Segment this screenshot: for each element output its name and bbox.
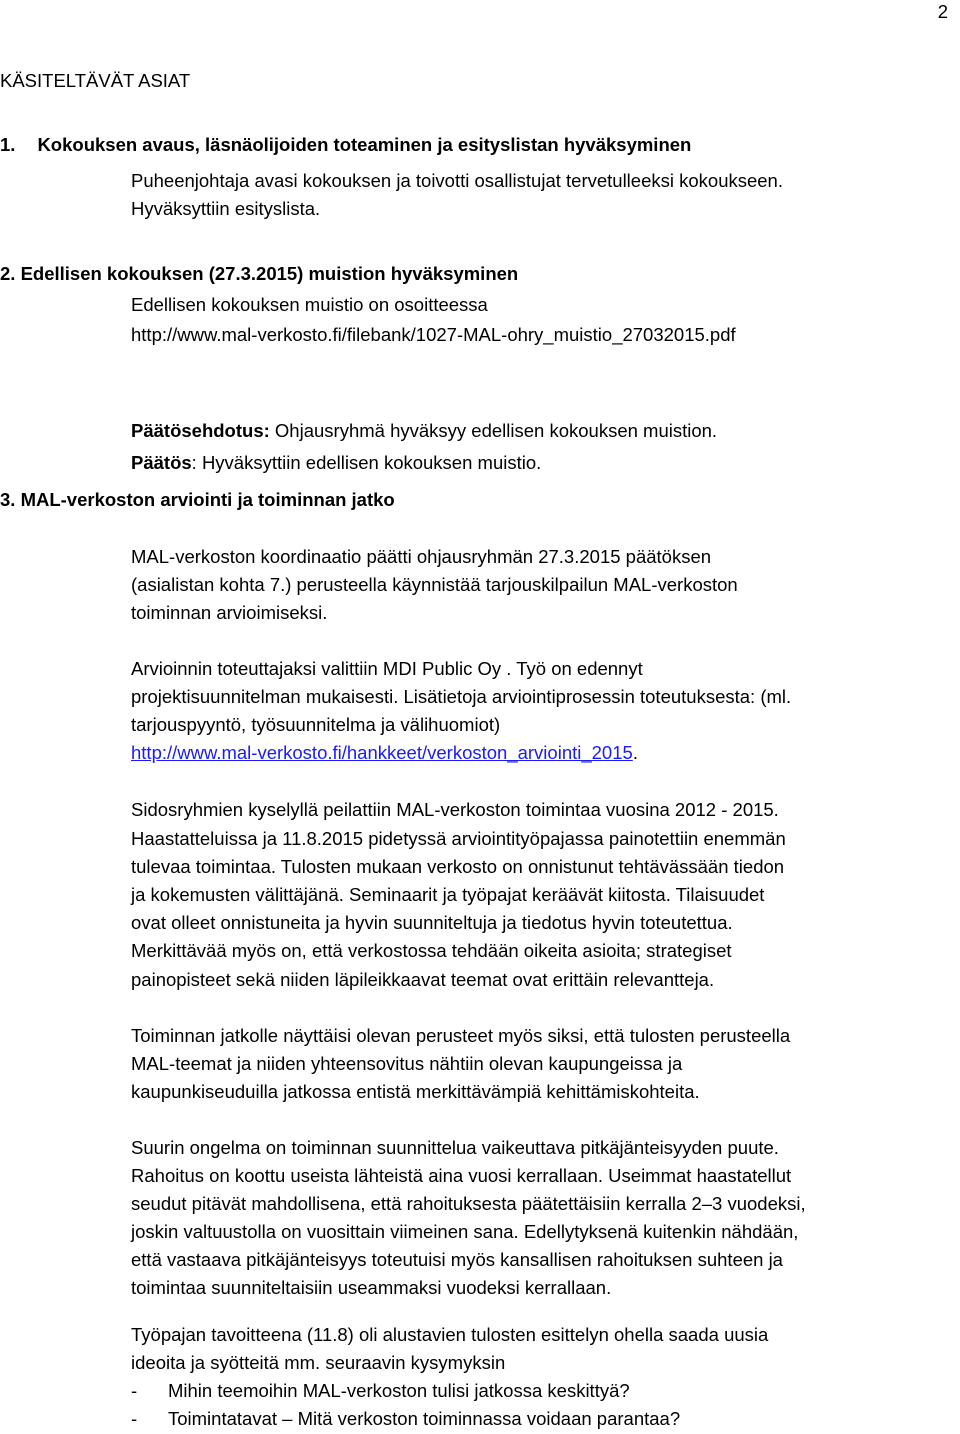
item3-p4-line-3: kaupunkiseuduilla jatkossa entistä merkittävämpiä kehittämiskohteita. (131, 1081, 700, 1102)
item3-p6-line-2: ideoita ja syötteitä mm. seuraavin kysymyksin (131, 1352, 506, 1373)
item3-heading: 3. MAL-verkoston arviointi ja toiminnan jatko (0, 489, 395, 510)
item3-p3-line-2: Haastatteluissa ja 11.8.2015 pidetyssä arviointityöpajassa painotettiin enemmän (131, 828, 786, 849)
item3-p5-line-4: joskin valtuustolla on vuosittain viimeinen sana. Edellytyksenä kuitenkin nähdään, (131, 1221, 799, 1242)
decision-label: Päätös (131, 452, 192, 473)
item2-decision (131, 451, 541, 475)
page-number: 2 (937, 1, 948, 22)
item3-p5-line-6: toimintaa suunniteltaisiin useammaksi vuodeksi kerrallaan. (131, 1277, 612, 1298)
item2-heading: 2. Edellisen kokouksen (27.3.2015) muistion hyväksyminen (0, 263, 519, 284)
item3-p1-line-2: (asialistan kohta 7.) perusteella käynnistää tarjouskilpailun MAL-verkoston (131, 574, 738, 595)
item3-p4-line-1: Toiminnan jatkolle näyttäisi olevan perusteet myös siksi, että tulosten perusteella (131, 1025, 791, 1046)
item3-p6-line-1: Työpajan tavoitteena (11.8) oli alustavien tulosten esittelyn ohella saada uusia (131, 1324, 769, 1345)
item3-p3-line-4: ja kokemusten välittäjänä. Seminaarit ja työpajat keräävät kiitosta. Tilaisuudet (131, 884, 765, 905)
proposal-label: Päätösehdotus: (131, 420, 270, 441)
item3-p2-line-3: tarjouspyyntö, työsuunnitelma ja välihuomiot) (131, 714, 501, 735)
item3-p3-line-1: Sidosryhmien kyselyllä peilattiin MAL-verkoston toimintaa vuosina 2012 - 2015. (131, 799, 779, 820)
item3-p3-line-6: Merkittävää myös on, että verkostossa tehdään oikeita asioita; strategiset (131, 940, 732, 961)
item2-proposal (131, 419, 717, 443)
bullet-marker: - (131, 1380, 138, 1401)
item3-p2-line-1: Arvioinnin toteuttajaksi valittiin MDI Public Oy . Työ on edennyt (131, 658, 643, 679)
item2-muistio-link[interactable]: http://www.mal-verkosto.fi/filebank/1027-MAL-ohry_muistio_27032015.pdf (131, 324, 736, 345)
item3-p4-line-2: MAL-teemat ja niiden yhteensovitus nähtiin olevan kaupungeissa ja (131, 1053, 683, 1074)
item1-title: Kokouksen avaus, läsnäolijoiden toteaminen ja esityslistan hyväksyminen (37, 134, 692, 155)
proposal-text: Ohjausryhmä hyväksyy edellisen kokouksen muistion. (269, 420, 718, 441)
bullet-text: Mihin teemoihin MAL-verkoston tulisi jatkossa keskittyä? (168, 1380, 630, 1401)
item1-heading (0, 133, 691, 157)
section-heading: KÄSITELTÄVÄT ASIAT (0, 70, 191, 91)
arviointi-link-suffix: . (632, 742, 638, 763)
item3-p2-link-line (131, 741, 638, 765)
list-item (0, 1407, 960, 1431)
item3-p1-line-1: MAL-verkoston koordinaatio päätti ohjausryhmän 27.3.2015 päätöksen (131, 546, 712, 567)
item3-p3-line-7: painopisteet sekä niiden läpileikkaavat teemat ovat erittäin relevantteja. (131, 969, 715, 990)
item3-p3-line-5: ovat olleet onnistuneita ja hyvin suunniteltuja ja tiedotus hyvin toteutettua. (131, 912, 733, 933)
item3-p5-line-3: seudut pitävät mahdollisena, että rahoituksesta päätettäisiin kerralla 2–3 vuodeksi, (131, 1193, 806, 1214)
bullet-text: Toimintatavat – Mitä verkoston toiminnassa voidaan parantaa? (168, 1408, 681, 1429)
arviointi-link[interactable]: http://www.mal-verkosto.fi/hankkeet/verkoston_arviointi_2015 (131, 742, 633, 763)
item2-line-1: Edellisen kokouksen muistio on osoitteessa (131, 294, 488, 315)
list-item (0, 1379, 960, 1403)
item1-number: 1. (0, 134, 16, 155)
item1-line-1: Puheenjohtaja avasi kokouksen ja toivotti osallistujat tervetulleeksi kokoukseen. (131, 170, 783, 191)
bullet-marker: - (131, 1408, 138, 1429)
item3-p2-line-2: projektisuunnitelman mukaisesti. Lisätietoja arviointiprosessin toteutuksesta: (ml. (131, 686, 792, 707)
item3-p5-line-1: Suurin ongelma on toiminnan suunnittelua vaikeuttava pitkäjänteisyyden puute. (131, 1137, 779, 1158)
item3-p5-line-2: Rahoitus on koottu useista lähteistä aina vuosi kerrallaan. Useimmat haastatellut (131, 1165, 792, 1186)
item3-p5-line-5: että vastaava pitkäjänteisyys toteutuisi myös kansallisen rahoituksen suhteen ja (131, 1249, 783, 1270)
item3-p3-line-3: tulevaa toimintaa. Tulosten mukaan verkosto on onnistunut tehtävässään tiedon (131, 856, 785, 877)
item1-line-2: Hyväksyttiin esityslista. (131, 198, 321, 219)
item3-p1-line-3: toiminnan arvioimiseksi. (131, 602, 328, 623)
decision-text: : Hyväksyttiin edellisen kokouksen muistio. (191, 452, 542, 473)
